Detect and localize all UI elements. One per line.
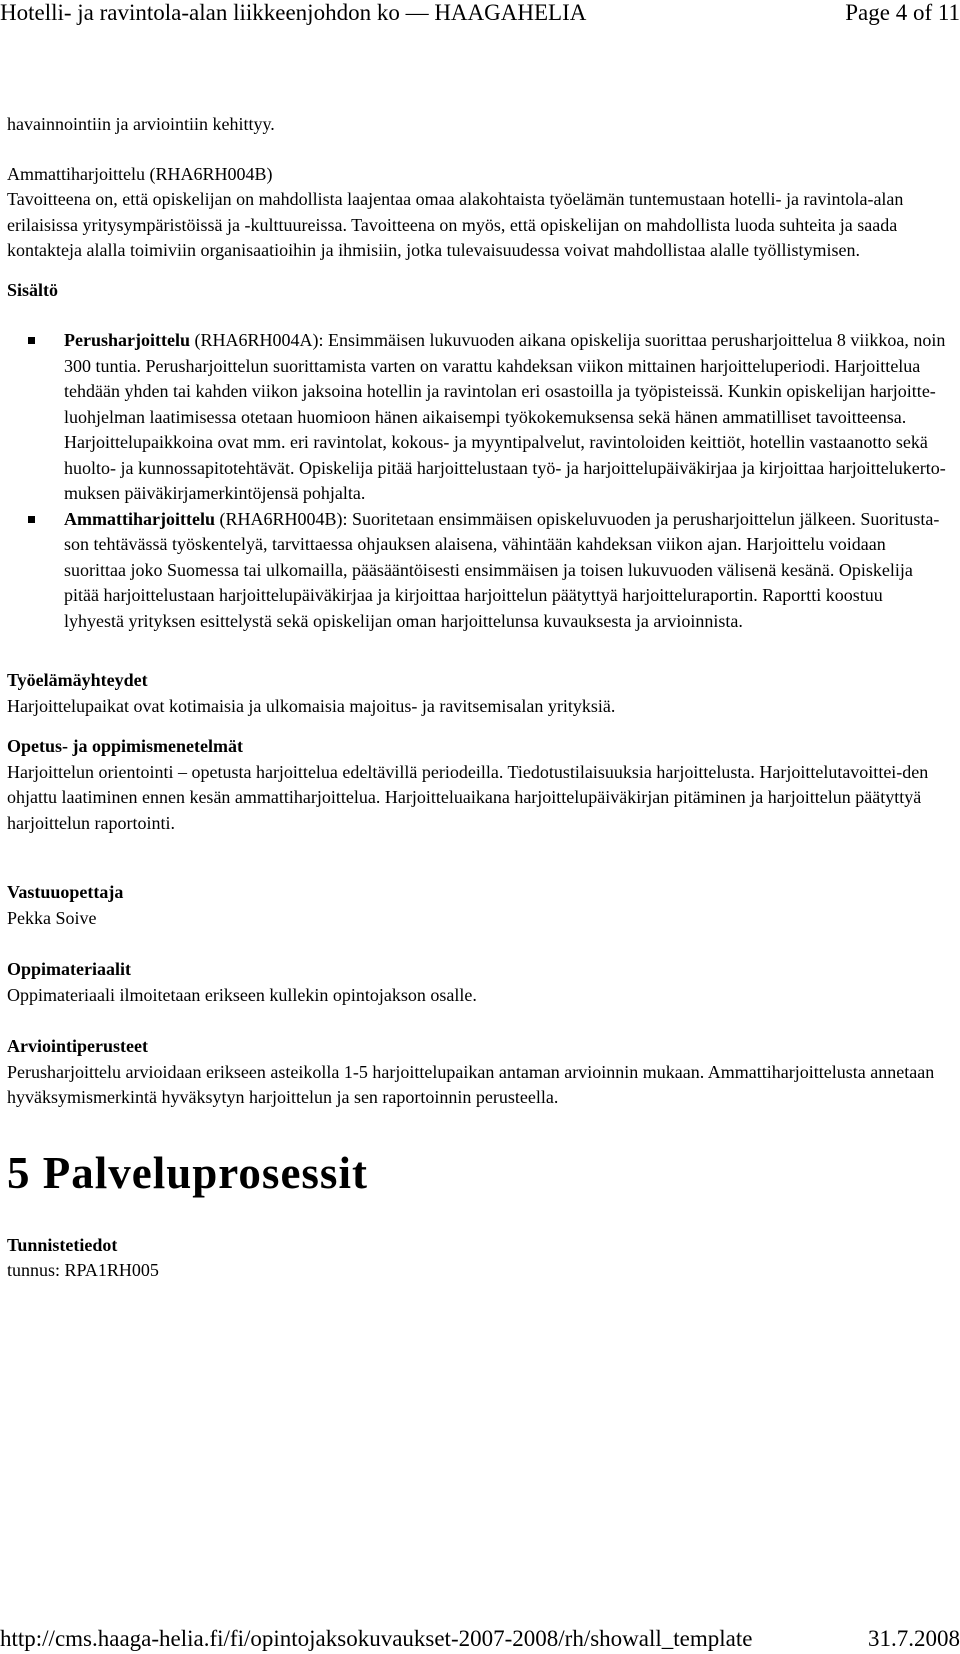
list-item-text: (RHA6RH004B): Suoritetaan ensimmäisen opiskeluvuoden ja perusharjoittelun jälkeen. Suoritusta-son tehtävässä työskentelyä, tarvittaessa ohjauksen alaisena, vähintään kahdeksan viikon ajan. Harjoittelu voidaan suorittaa joko Suomessa tai ulkomailla, pääsääntöisesti ensimmäisen ja toisen lukuvuoden välisenä kesänä. Opiskelija pitää harjoittelustaan harjoittelupäiväkirjaa ja kirjoittaa harjoittelun päätyttyä harjoitteluraportin. Raportti koostuu lyhyestä yrityksen esittelystä sekä opiskelijan oman harjoittelunsa kuvauksesta ja arvioinnista.	[64, 508, 940, 631]
footer-date: 31.7.2008	[868, 1626, 960, 1651]
identification-section	[7, 1233, 947, 1284]
footer-url: http://cms.haaga-helia.fi/fi/opintojaksokuvaukset-2007-2008/rh/showall_template	[0, 1626, 753, 1651]
responsible-teacher-name: Pekka Soive	[7, 907, 97, 928]
teaching-methods-text: Harjoittelun orientointi – opetusta harjoittelua edeltävillä periodeilla. Tiedotustilaisuuksia harjoittelusta. Harjoittelutavoittei-den ohjattu laatiminen ennen kesän ammattiharjoittelua. Harjoitteluaikana harjoittelupäiväkirjan pitäminen ja harjoittelun päätyttyä harjoittelun raportointi.	[7, 761, 929, 833]
goal-section	[7, 162, 947, 264]
bullet-square-icon	[28, 516, 35, 523]
identification-heading: Tunnistetiedot	[7, 1234, 118, 1255]
responsible-teacher-section	[7, 880, 947, 931]
assessment-text: Perusharjoittelu arvioidaan erikseen asteikolla 1-5 harjoittelupaikan antaman arvioinnin mukaan. Ammattiharjoittelusta annetaan hyväksymismerkintä hyväksytyn harjoittelun ja sen raportoinnin perusteella.	[7, 1061, 935, 1107]
goal-text: Tavoitteena on, että opiskelijan on mahdollista laajentaa omaa alakohtaista työelämän tuntemustaan hotelli- ja ravintola-alan erilaisissa yritysympäristöissä ja -kulttuureissa. Tavoitteena on myös, että opiskelijan on mahdollista luoda suhteita ja saada kontakteja alalla toimiviin organisaatioihin ja ihmisiin, jotka tulevaisuudessa voivat mahdollistaa alalle työllistymisen.	[7, 189, 904, 260]
bullet-square-icon	[28, 337, 35, 344]
work-life-text: Harjoittelupaikat ovat kotimaisia ja ulkomaisia majoitus- ja ravitsemisalan yrityksiä.	[7, 695, 616, 716]
responsible-teacher-heading: Vastuuopettaja	[7, 882, 124, 902]
document-body	[7, 112, 947, 1284]
list-item	[7, 507, 947, 635]
lead-paragraph: havainnointiin ja arviointiin kehittyy.	[7, 114, 275, 134]
work-life-heading: Työelämäyhteydet	[7, 670, 148, 690]
header-title: Hotelli- ja ravintola-alan liikkeenjohdon ko — HAAGAHELIA	[0, 0, 587, 25]
page-number: Page 4 of 11	[845, 0, 960, 25]
chapter-title: 5 Palveluprosessit	[7, 1147, 368, 1198]
page-footer	[0, 1626, 960, 1654]
content-list	[7, 328, 947, 634]
list-item	[7, 328, 947, 507]
content-section	[7, 278, 947, 635]
identification-code: tunnus: RPA1RH005	[7, 1260, 159, 1280]
assessment-section	[7, 1034, 947, 1111]
materials-text: Oppimateriaali ilmoitetaan erikseen kullekin opintojakson osalle.	[7, 984, 477, 1005]
assessment-heading: Arviointiperusteet	[7, 1036, 148, 1056]
materials-heading: Oppimateriaalit	[7, 959, 131, 979]
teaching-methods-section	[7, 734, 947, 836]
work-life-section	[7, 668, 947, 719]
list-item-label: Perusharjoittelu	[64, 330, 190, 350]
list-item-label: Ammattiharjoittelu	[64, 508, 215, 529]
teaching-methods-heading: Opetus- ja oppimismenetelmät	[7, 736, 243, 756]
goal-title: Ammattiharjoittelu (RHA6RH004B)	[7, 163, 273, 184]
page-header	[0, 0, 960, 30]
materials-section	[7, 957, 947, 1008]
content-heading: Sisältö	[7, 279, 59, 300]
list-item-text: (RHA6RH004A): Ensimmäisen lukuvuoden aikana opiskelija suorittaa perusharjoittelua 8 viikkoa, noin 300 tuntia. Perusharjoittelun suorittamista varten on varattu kahdeksan viikon mittainen harjoitteluperiodi. Harjoittelua tehdään yhden tai kahden viikon jaksoina hotellin ja ravintolan eri osastoilla ja työpisteissä. Kunkin opiskelijan harjoitte-luohjelman laatimisessa otetaan huomioon hänen aikaisempi työkokemuksensa sekä hänen ammatilliset tavoitteensa. Harjoittelupaikkoina ovat mm. eri ravintolat, kokous- ja myyntipalvelut, ravintoloiden keittiöt, hotellin vastaanotto sekä huolto- ja kunnossapitotehtävät. Opiskelija pitää harjoittelustaan työ- ja harjoittelupäiväkirjaa ja kirjoittaa harjoittelukerto-muksen päiväkirjamerkintöjensä pohjalta.	[64, 330, 946, 503]
